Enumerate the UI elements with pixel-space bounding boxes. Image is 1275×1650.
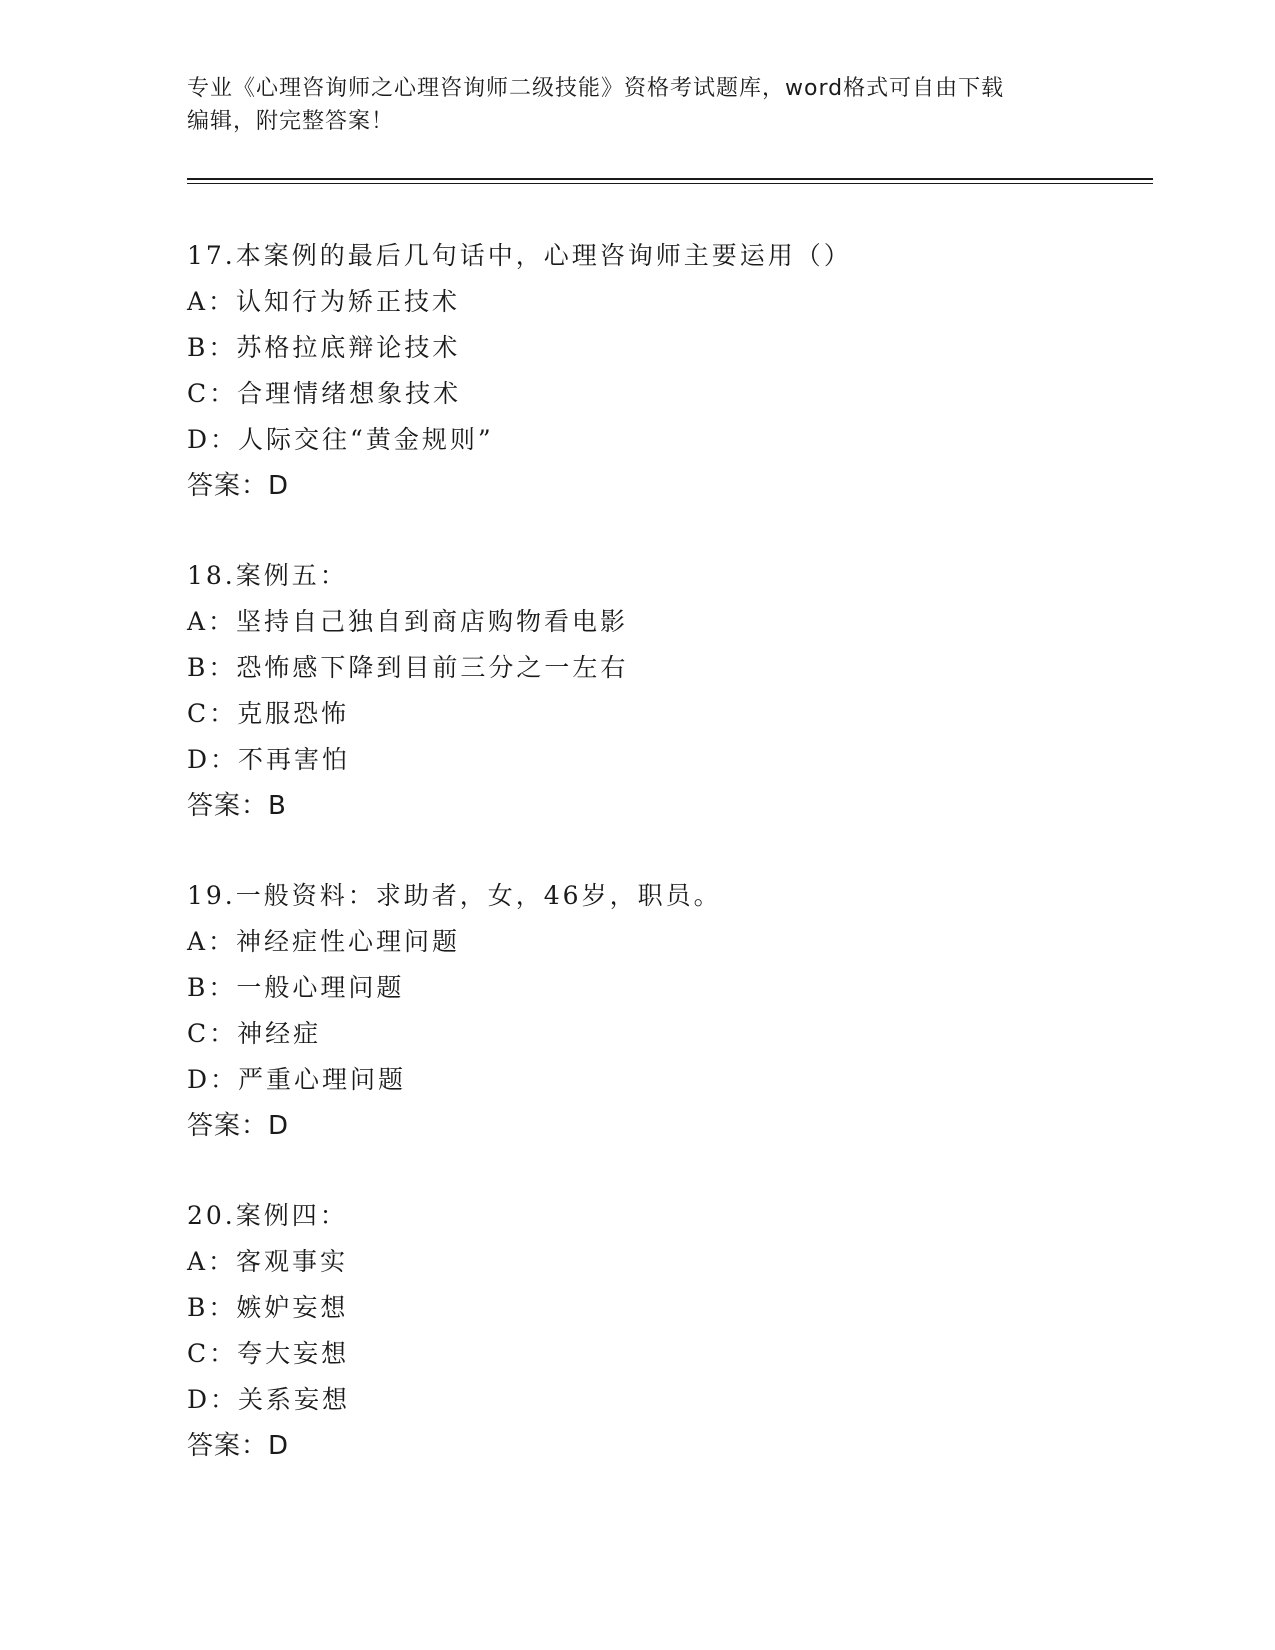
question-19: [187, 873, 1137, 1149]
option-a: A：坚持自己独自到商店购物看电影: [187, 607, 629, 636]
option-c: C：克服恐怖: [187, 699, 350, 728]
question-stem: 17.本案例的最后几句话中，心理咨询师主要运用（）: [187, 241, 852, 270]
header-divider-thick: [187, 178, 1153, 180]
header-line-1: 专业《心理咨询师之心理咨询师二级技能》资格考试题库，word格式可自由下载: [187, 76, 1005, 101]
answer: 答案：B: [187, 791, 287, 821]
question-stem: 20.案例四：: [187, 1201, 348, 1230]
option-a: A：神经症性心理问题: [187, 927, 461, 956]
document-header: [187, 72, 1087, 138]
option-c: C：合理情绪想象技术: [187, 379, 462, 408]
option-b: B：一般心理问题: [187, 973, 405, 1002]
option-d: D：不再害怕: [187, 745, 351, 774]
answer: 答案：D: [187, 1431, 290, 1461]
header-line-2: 编辑，附完整答案！: [187, 109, 395, 134]
option-a: A：客观事实: [187, 1247, 349, 1276]
header-divider-thin: [187, 183, 1153, 184]
answer: 答案：D: [187, 471, 290, 501]
option-d: D：关系妄想: [187, 1385, 351, 1414]
option-a: A：认知行为矫正技术: [187, 287, 461, 316]
option-d: D：严重心理问题: [187, 1065, 407, 1094]
option-b: B：恐怖感下降到目前三分之一左右: [187, 653, 629, 682]
question-stem: 18.案例五：: [187, 561, 348, 590]
question-stem: 19.一般资料：求助者，女，46岁，职员。: [187, 881, 722, 910]
answer: 答案：D: [187, 1111, 290, 1141]
question-17: [187, 233, 1137, 509]
option-c: C：夸大妄想: [187, 1339, 350, 1368]
question-18: [187, 553, 1137, 829]
option-b: B：嫉妒妄想: [187, 1293, 349, 1322]
option-b: B：苏格拉底辩论技术: [187, 333, 461, 362]
option-c: C：神经症: [187, 1019, 322, 1048]
option-d: D：人际交往“黄金规则”: [187, 425, 494, 454]
question-20: [187, 1193, 1137, 1469]
